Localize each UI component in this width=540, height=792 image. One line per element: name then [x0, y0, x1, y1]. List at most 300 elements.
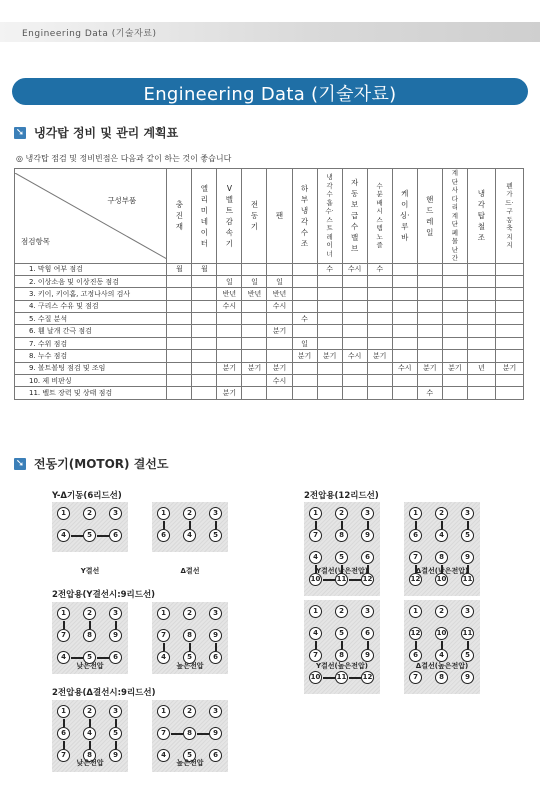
- column-header-label: 자동보급수밸브: [351, 178, 359, 254]
- terminal-4: 4: [83, 727, 96, 740]
- terminal-1: 1: [409, 507, 422, 520]
- jumper-link: [71, 657, 83, 659]
- row-label: 6. 휀 날개 간극 점검: [15, 325, 167, 337]
- diagram-caption: Y결선(낮은전압): [315, 567, 369, 575]
- table-cell: [392, 325, 417, 337]
- terminal-9: 9: [109, 749, 122, 762]
- table-cell: [317, 300, 342, 312]
- terminal-2: 2: [435, 605, 448, 618]
- terminal-11: 11: [335, 671, 348, 684]
- table-cell: [417, 313, 442, 325]
- table-cell: [317, 325, 342, 337]
- table-cell: [342, 362, 367, 374]
- terminal-2: 2: [435, 507, 448, 520]
- jumper-link: [97, 535, 109, 537]
- jumper-link: [189, 521, 191, 529]
- terminal-5: 5: [461, 529, 474, 542]
- terminal-4: 4: [57, 529, 70, 542]
- diagram-title: 2전압용(12리드선): [304, 491, 379, 501]
- table-cell: 분기: [417, 362, 442, 374]
- table-cell: [417, 263, 442, 275]
- column-header: [317, 169, 342, 264]
- table-cell: [392, 275, 417, 287]
- terminal-7: 7: [57, 749, 70, 762]
- jumper-link: [315, 641, 317, 649]
- terminal-9: 9: [361, 649, 374, 662]
- column-header-label: 팬: [275, 211, 284, 221]
- table-cell: 분기: [217, 362, 242, 374]
- table-cell: 분기: [367, 350, 392, 362]
- table-cell: 수: [317, 263, 342, 275]
- terminal-8: 8: [83, 749, 96, 762]
- table-cell: [192, 300, 217, 312]
- table-cell: [442, 375, 467, 387]
- terminal-7: 7: [309, 649, 322, 662]
- column-header: [167, 169, 192, 264]
- terminal-4: 4: [57, 651, 70, 664]
- jumper-link: [163, 521, 165, 529]
- column-header-label: 전동기: [250, 200, 259, 232]
- table-cell: [367, 362, 392, 374]
- table-cell: [392, 300, 417, 312]
- table-cell: [192, 350, 217, 362]
- terminal-3: 3: [209, 607, 222, 620]
- table-cell: [192, 325, 217, 337]
- diagram-caption: Δ결선: [180, 567, 200, 575]
- jumper-link: [89, 719, 91, 727]
- table-cell: 일: [292, 337, 317, 349]
- table-cell: 수시: [342, 350, 367, 362]
- terminal-6: 6: [361, 551, 374, 564]
- terminal-6: 6: [361, 627, 374, 640]
- jumper-link: [89, 741, 91, 749]
- table-cell: [242, 313, 267, 325]
- row-label: 2. 이상소음 및 이상진동 점검: [15, 275, 167, 287]
- table-cell: [495, 350, 523, 362]
- terminal-8: 8: [435, 671, 448, 684]
- terminal-8: 8: [435, 551, 448, 564]
- table-cell: [467, 263, 495, 275]
- jumper-link: [189, 643, 191, 651]
- table-cell: 일: [217, 275, 242, 287]
- table-cell: [495, 325, 523, 337]
- table-row: [15, 362, 524, 374]
- section-heading-maintenance: [14, 124, 178, 140]
- corner-top-label: 구성부품: [107, 195, 137, 205]
- table-cell: [267, 387, 292, 399]
- row-label: 7. 수위 점검: [15, 337, 167, 349]
- terminal-8: 8: [183, 629, 196, 642]
- table-cell: [367, 375, 392, 387]
- table-cell: [392, 263, 417, 275]
- table-cell: [392, 350, 417, 362]
- terminal-10: 10: [435, 573, 448, 586]
- terminal-12: 12: [409, 627, 422, 640]
- diagram-caption: Δ결선(낮은전압): [415, 567, 469, 575]
- terminal-2: 2: [183, 607, 196, 620]
- terminal-2: 2: [83, 705, 96, 718]
- jumper-link: [163, 643, 165, 651]
- table-cell: [417, 275, 442, 287]
- terminal-5: 5: [461, 649, 474, 662]
- table-row: [15, 375, 524, 387]
- column-header-label: V벨트감속기: [225, 183, 234, 248]
- row-label: 3. 키이, 키이홈, 고정나사의 검사: [15, 288, 167, 300]
- table-cell: [442, 387, 467, 399]
- terminal-9: 9: [461, 551, 474, 564]
- table-cell: [442, 300, 467, 312]
- terminal-1: 1: [57, 507, 70, 520]
- table-cell: 수시: [342, 263, 367, 275]
- column-header: [367, 169, 392, 264]
- table-cell: [267, 350, 292, 362]
- jumper-link: [415, 641, 417, 649]
- table-cell: [292, 387, 317, 399]
- terminal-4: 4: [157, 749, 170, 762]
- terminal-2: 2: [83, 507, 96, 520]
- table-cell: 분기: [267, 362, 292, 374]
- terminal-9: 9: [209, 629, 222, 642]
- jumper-link: [441, 641, 443, 649]
- terminal-12: 12: [361, 573, 374, 586]
- table-cell: [242, 337, 267, 349]
- terminal-3: 3: [209, 705, 222, 718]
- table-cell: [417, 325, 442, 337]
- diagram-title: 2전압용(Y결선시:9리드선): [52, 590, 156, 600]
- table-cell: [495, 275, 523, 287]
- table-cell: [442, 313, 467, 325]
- table-cell: [242, 325, 267, 337]
- terminal-9: 9: [361, 529, 374, 542]
- column-header-label: 엘리미네이터: [200, 183, 208, 248]
- column-header: [417, 169, 442, 264]
- table-cell: [192, 375, 217, 387]
- table-cell: [467, 350, 495, 362]
- jumper-link: [171, 733, 183, 735]
- table-cell: 수시: [267, 300, 292, 312]
- column-header: [495, 169, 523, 264]
- terminal-8: 8: [83, 629, 96, 642]
- table-cell: [217, 263, 242, 275]
- table-cell: [442, 275, 467, 287]
- column-header: [342, 169, 367, 264]
- diagram-title: Y-Δ기동(6리드선): [52, 491, 122, 501]
- table-cell: 월: [167, 263, 192, 275]
- table-cell: [292, 362, 317, 374]
- table-cell: [392, 337, 417, 349]
- terminal-7: 7: [309, 529, 322, 542]
- banner-title: Engineering Data (기술자료): [143, 84, 397, 105]
- jumper-link: [367, 521, 369, 529]
- terminal-12: 12: [361, 671, 374, 684]
- column-header: [242, 169, 267, 264]
- terminal-3: 3: [109, 705, 122, 718]
- table-cell: [317, 387, 342, 399]
- row-label: 11. 벨트 장력 및 상태 점검: [15, 387, 167, 399]
- jumper-link: [441, 521, 443, 529]
- table-cell: [392, 375, 417, 387]
- table-cell: [495, 300, 523, 312]
- jumper-link: [97, 657, 109, 659]
- table-row: [15, 387, 524, 399]
- table-cell: 반년: [267, 288, 292, 300]
- table-cell: 수시: [217, 300, 242, 312]
- maintenance-table: [14, 168, 524, 400]
- jumper-link: [467, 521, 469, 529]
- terminal-3: 3: [109, 507, 122, 520]
- terminal-10: 10: [435, 627, 448, 640]
- terminal-9: 9: [461, 671, 474, 684]
- terminal-9: 9: [109, 629, 122, 642]
- jumper-link: [115, 741, 117, 749]
- terminal-3: 3: [361, 605, 374, 618]
- jumper-link: [115, 621, 117, 629]
- terminal-7: 7: [157, 727, 170, 740]
- table-cell: [367, 337, 392, 349]
- table-cell: [167, 350, 192, 362]
- column-header: [192, 169, 217, 264]
- table-cell: [442, 325, 467, 337]
- table-cell: 수: [417, 387, 442, 399]
- terminal-7: 7: [409, 551, 422, 564]
- terminal-11: 11: [461, 573, 474, 586]
- table-row: [15, 275, 524, 287]
- table-cell: [292, 263, 317, 275]
- table-row: [15, 300, 524, 312]
- diagram-title: 2전압용(Δ결선시:9리드선): [52, 688, 156, 698]
- terminal-1: 1: [309, 605, 322, 618]
- table-cell: [467, 300, 495, 312]
- table-cell: [495, 337, 523, 349]
- table-cell: [267, 263, 292, 275]
- terminal-11: 11: [335, 573, 348, 586]
- terminal-2: 2: [335, 507, 348, 520]
- table-cell: 월: [192, 263, 217, 275]
- table-cell: [342, 275, 367, 287]
- table-cell: 분기: [267, 325, 292, 337]
- table-cell: [495, 387, 523, 399]
- table-cell: [167, 337, 192, 349]
- table-row: [15, 263, 524, 275]
- table-cell: [392, 313, 417, 325]
- column-header-label: 핸드레일: [426, 194, 434, 237]
- terminal-2: 2: [335, 605, 348, 618]
- table-cell: [467, 387, 495, 399]
- table-cell: [167, 325, 192, 337]
- table-cell: [167, 362, 192, 374]
- table-cell: [217, 350, 242, 362]
- table-cell: [167, 387, 192, 399]
- terminal-5: 5: [335, 627, 348, 640]
- table-cell: [495, 313, 523, 325]
- terminal-4: 4: [309, 551, 322, 564]
- jumper-link: [323, 677, 335, 679]
- table-cell: 분기: [442, 362, 467, 374]
- table-cell: [467, 375, 495, 387]
- section-title: 냉각탑 정비 및 관리 계획표: [34, 126, 179, 140]
- table-row: [15, 350, 524, 362]
- terminal-1: 1: [157, 607, 170, 620]
- table-cell: [292, 275, 317, 287]
- table-cell: [495, 263, 523, 275]
- table-row: [15, 337, 524, 349]
- table-cell: [367, 288, 392, 300]
- table-cell: [167, 288, 192, 300]
- table-cell: [342, 337, 367, 349]
- table-cell: 일: [267, 275, 292, 287]
- terminal-9: 9: [209, 727, 222, 740]
- table-cell: [267, 313, 292, 325]
- jumper-link: [215, 521, 217, 529]
- diagram-caption: Y결선: [80, 567, 100, 575]
- column-header: [267, 169, 292, 264]
- column-header: [392, 169, 417, 264]
- jumper-link: [467, 641, 469, 649]
- table-cell: 수: [292, 313, 317, 325]
- table-cell: [292, 375, 317, 387]
- table-cell: [367, 275, 392, 287]
- row-label: 10. 제 비판싱: [15, 375, 167, 387]
- table-cell: [242, 375, 267, 387]
- terminal-6: 6: [109, 651, 122, 664]
- terminal-3: 3: [361, 507, 374, 520]
- table-cell: 수시: [392, 362, 417, 374]
- corner-bottom-label: 점검항목: [21, 236, 50, 246]
- table-cell: [317, 362, 342, 374]
- terminal-5: 5: [183, 749, 196, 762]
- column-header: [217, 169, 242, 264]
- table-cell: [167, 300, 192, 312]
- terminal-1: 1: [57, 607, 70, 620]
- terminal-10: 10: [309, 671, 322, 684]
- terminal-7: 7: [57, 629, 70, 642]
- jumper-link: [63, 621, 65, 629]
- table-cell: [442, 337, 467, 349]
- terminal-1: 1: [57, 705, 70, 718]
- column-header-label: 수분배시스템노즐: [376, 181, 383, 250]
- jumper-link: [415, 521, 417, 529]
- table-cell: [392, 288, 417, 300]
- table-cell: [192, 313, 217, 325]
- terminal-12: 12: [409, 573, 422, 586]
- terminal-10: 10: [309, 573, 322, 586]
- column-header: [292, 169, 317, 264]
- table-cell: [342, 288, 367, 300]
- terminal-6: 6: [57, 727, 70, 740]
- terminal-8: 8: [335, 649, 348, 662]
- table-cell: 반년: [217, 288, 242, 300]
- table-cell: [467, 325, 495, 337]
- column-header-label: 계단사다리계단폐물난간: [451, 169, 458, 262]
- jumper-link: [115, 719, 117, 727]
- section-heading-motor: [14, 455, 168, 471]
- terminal-3: 3: [461, 605, 474, 618]
- jumper-link: [197, 733, 209, 735]
- table-cell: [167, 275, 192, 287]
- table-cell: [442, 263, 467, 275]
- table-cell: [392, 387, 417, 399]
- table-cell: [242, 263, 267, 275]
- running-header: [0, 0, 540, 46]
- table-cell: [292, 300, 317, 312]
- diagram-caption: 낮은전압: [76, 662, 104, 670]
- row-label: 4. 구리스 수유 및 점검: [15, 300, 167, 312]
- table-cell: 수: [367, 263, 392, 275]
- terminal-6: 6: [409, 529, 422, 542]
- jumper-link: [315, 521, 317, 529]
- table-cell: [167, 375, 192, 387]
- table-cell: [467, 275, 495, 287]
- terminal-2: 2: [83, 607, 96, 620]
- terminal-1: 1: [409, 605, 422, 618]
- table-cell: [342, 325, 367, 337]
- terminal-5: 5: [83, 651, 96, 664]
- row-label: 9. 볼트볼팅 점검 및 조임: [15, 362, 167, 374]
- table-cell: 일: [242, 275, 267, 287]
- table-cell: 분기: [217, 387, 242, 399]
- table-cell: 분기: [242, 362, 267, 374]
- table-cell: [367, 387, 392, 399]
- terminal-7: 7: [157, 629, 170, 642]
- running-title: Engineering Data (기술자료): [22, 29, 157, 39]
- table-cell: [192, 337, 217, 349]
- table-cell: 수시: [267, 375, 292, 387]
- jumper-link: [63, 719, 65, 727]
- jumper-link: [71, 535, 83, 537]
- row-label: 5. 수질 분석: [15, 313, 167, 325]
- table-cell: [267, 337, 292, 349]
- table-cell: 분기: [292, 350, 317, 362]
- terminal-2: 2: [183, 705, 196, 718]
- table-cell: [342, 313, 367, 325]
- column-header-label: 충진재: [175, 200, 183, 232]
- table-cell: [292, 288, 317, 300]
- table-cell: [317, 288, 342, 300]
- table-cell: 반년: [242, 288, 267, 300]
- column-header: [467, 169, 495, 264]
- table-cell: [217, 375, 242, 387]
- terminal-3: 3: [109, 607, 122, 620]
- table-cell: [242, 350, 267, 362]
- table-cell: [192, 288, 217, 300]
- column-header-label: 케이싱·루바: [399, 189, 410, 243]
- table-cell: [342, 300, 367, 312]
- terminal-6: 6: [209, 651, 222, 664]
- table-cell: [192, 275, 217, 287]
- jumper-link: [341, 641, 343, 649]
- terminal-5: 5: [209, 529, 222, 542]
- table-cell: [442, 288, 467, 300]
- terminal-4: 4: [183, 529, 196, 542]
- column-header-label: 펜가드·구동축지지: [505, 181, 514, 250]
- table-cell: [317, 375, 342, 387]
- table-cell: [495, 288, 523, 300]
- table-cell: [217, 313, 242, 325]
- table-cell: [292, 325, 317, 337]
- table-cell: [417, 375, 442, 387]
- column-header-label: 냉각탑철조: [477, 189, 485, 243]
- row-label: 1. 막힘 여부 점검: [15, 263, 167, 275]
- jumper-link: [63, 741, 65, 749]
- diagram-caption: 높은전압: [176, 662, 204, 670]
- table-cell: [495, 375, 523, 387]
- table-cell: [342, 375, 367, 387]
- terminal-1: 1: [157, 507, 170, 520]
- table-cell: [167, 313, 192, 325]
- terminal-5: 5: [335, 551, 348, 564]
- terminal-7: 7: [409, 671, 422, 684]
- terminal-5: 5: [109, 727, 122, 740]
